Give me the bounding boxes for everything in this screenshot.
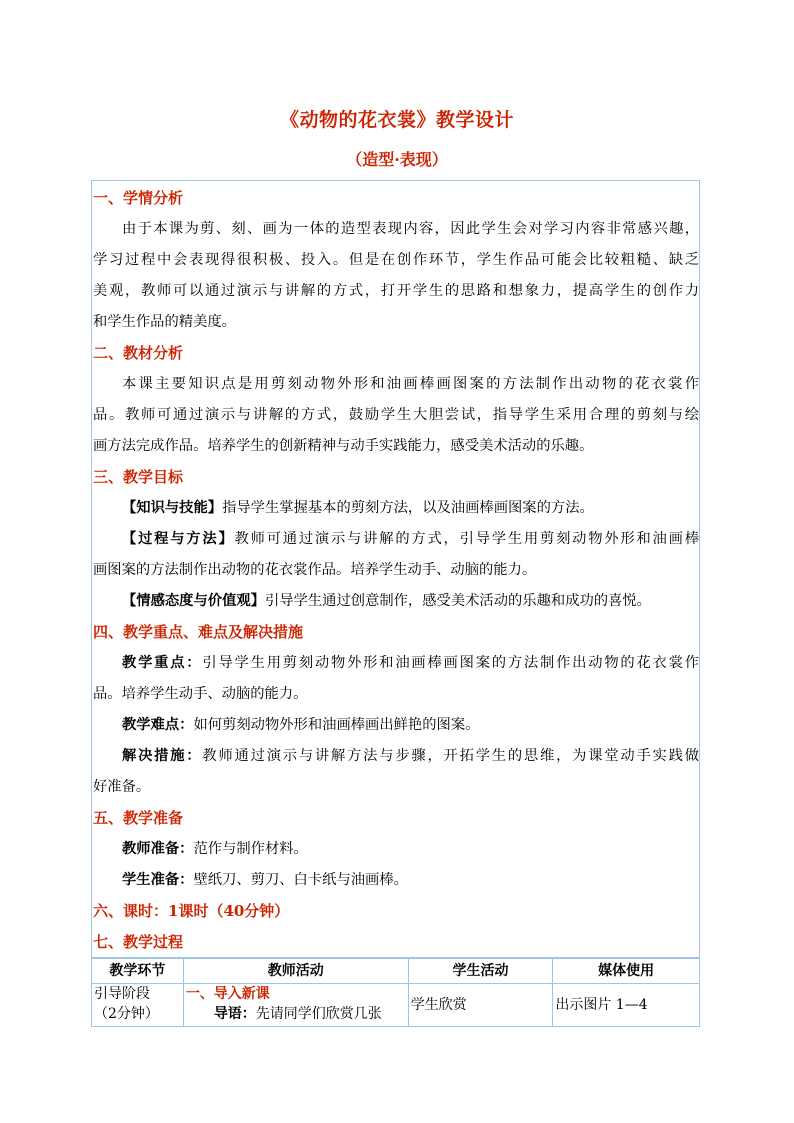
student-activity-cell: 学生欣赏	[408, 984, 553, 1027]
paragraph-line: 由于本课为剪、刻、画为一体的造型表现内容，因此学生会对学习内容非常感兴趣，	[122, 221, 699, 237]
item-label: 学生准备：	[122, 872, 194, 888]
media-cell: 出示图片 1—4	[553, 984, 700, 1027]
teacher-activity-cell	[183, 984, 408, 1027]
item-text: 如何剪刻动物外形和油画棒画出鲜艳的图案。	[193, 717, 480, 733]
table-header-row	[92, 959, 700, 984]
activity-heading: 一、导入新课	[185, 986, 270, 1002]
goal-emotion	[93, 586, 699, 617]
item-text: 壁纸刀、剪刀、白卡纸与油画棒。	[193, 872, 408, 888]
section-heading-teaching-process: 七、教学过程	[93, 933, 184, 951]
table-header-cell: 学生活动	[408, 959, 553, 984]
activity-body: 先请同学们欣赏几张	[255, 1006, 382, 1022]
section-heading-key-points: 四、教学重点、难点及解决措施	[93, 623, 304, 641]
paragraph-line: 品。教师可通过演示与讲解的方式，鼓励学生大胆尝试，指导学生采用合理的剪刻与绘	[93, 407, 699, 423]
item-label: 解决措施：	[122, 748, 203, 764]
section-heading-class-hours: 六、课时：1课时（40分钟）	[93, 902, 290, 920]
content-body	[93, 183, 699, 958]
activity-text	[186, 1004, 406, 1024]
goal-text: 引导学生通过创意制作，感受美术活动的乐趣和成功的喜悦。	[264, 593, 651, 609]
solution	[93, 741, 699, 772]
document-subtitle: （造型·表现）	[346, 150, 448, 169]
stage-name: 引导阶段	[94, 986, 150, 1002]
activity-label: 导语：	[213, 1006, 256, 1022]
stage-cell	[92, 984, 184, 1027]
key-point	[93, 648, 699, 679]
item-label: 教师准备：	[122, 841, 194, 857]
table-header-cell: 媒体使用	[553, 959, 700, 984]
paragraph-line: 和学生作品的精美度。	[93, 314, 236, 330]
paragraph-line: 学习过程中会表现得很积极、投入。但是在创作环节，学生作品可能会比较粗糙、缺乏	[93, 252, 699, 268]
paragraph-line: 本课主要知识点是用剪刻动物外形和油画棒画图案的方法制作出动物的花衣裳作	[122, 376, 699, 392]
student-preparation	[93, 865, 699, 896]
section-heading-material-analysis: 二、教材分析	[93, 344, 184, 362]
section-heading-teaching-goals: 三、教学目标	[93, 468, 184, 486]
goal-label: 【情感态度与价值观】	[122, 593, 265, 609]
teaching-process-table	[91, 958, 700, 1027]
item-label: 教学难点：	[122, 717, 194, 733]
goal-label: 【知识与技能】	[122, 500, 223, 516]
goal-text: 教师可通过演示与讲解的方式，引导学生用剪刻动物外形和油画棒	[234, 531, 699, 547]
item-text: 引导学生用剪刻动物外形和油画棒画图案的方法制作出动物的花衣裳作	[202, 655, 699, 671]
teacher-preparation	[93, 834, 699, 865]
paragraph-line: 画方法完成作品。培养学生的创新精神与动手实践能力，感受美术活动的乐趣。	[93, 438, 594, 454]
difficult-point	[93, 710, 699, 741]
section-heading-learning-analysis: 一、学情分析	[93, 189, 184, 207]
goal-knowledge	[93, 493, 699, 524]
paragraph-line: 美观，教师可以通过演示与讲解的方式，打开学生的思路和想象力，提高学生的创作力	[93, 283, 699, 299]
stage-duration: （2分钟）	[94, 1006, 159, 1022]
item-label: 教学重点：	[122, 655, 203, 671]
table-header-cell: 教学环节	[92, 959, 184, 984]
table-row	[92, 984, 700, 1027]
paragraph-line: 品。培养学生动手、动脑的能力。	[93, 686, 308, 702]
paragraph-line: 好准备。	[93, 779, 151, 795]
item-text: 范作与制作材料。	[193, 841, 308, 857]
goal-text: 指导学生掌握基本的剪刻方法，以及油画棒画图案的方法。	[222, 500, 594, 516]
table-header-cell: 教师活动	[183, 959, 408, 984]
paragraph-line: 画图案的方法制作出动物的花衣裳作品。培养学生动手、动脑的能力。	[93, 562, 537, 578]
goal-process	[93, 524, 699, 555]
item-text: 教师通过演示与讲解方法与步骤，开拓学生的思维，为课堂动手实践做	[202, 748, 699, 764]
section-heading-preparation: 五、教学准备	[93, 809, 184, 827]
goal-label: 【过程与方法】	[122, 531, 235, 547]
document-title: 《动物的花衣裳》教学设计	[279, 109, 514, 131]
